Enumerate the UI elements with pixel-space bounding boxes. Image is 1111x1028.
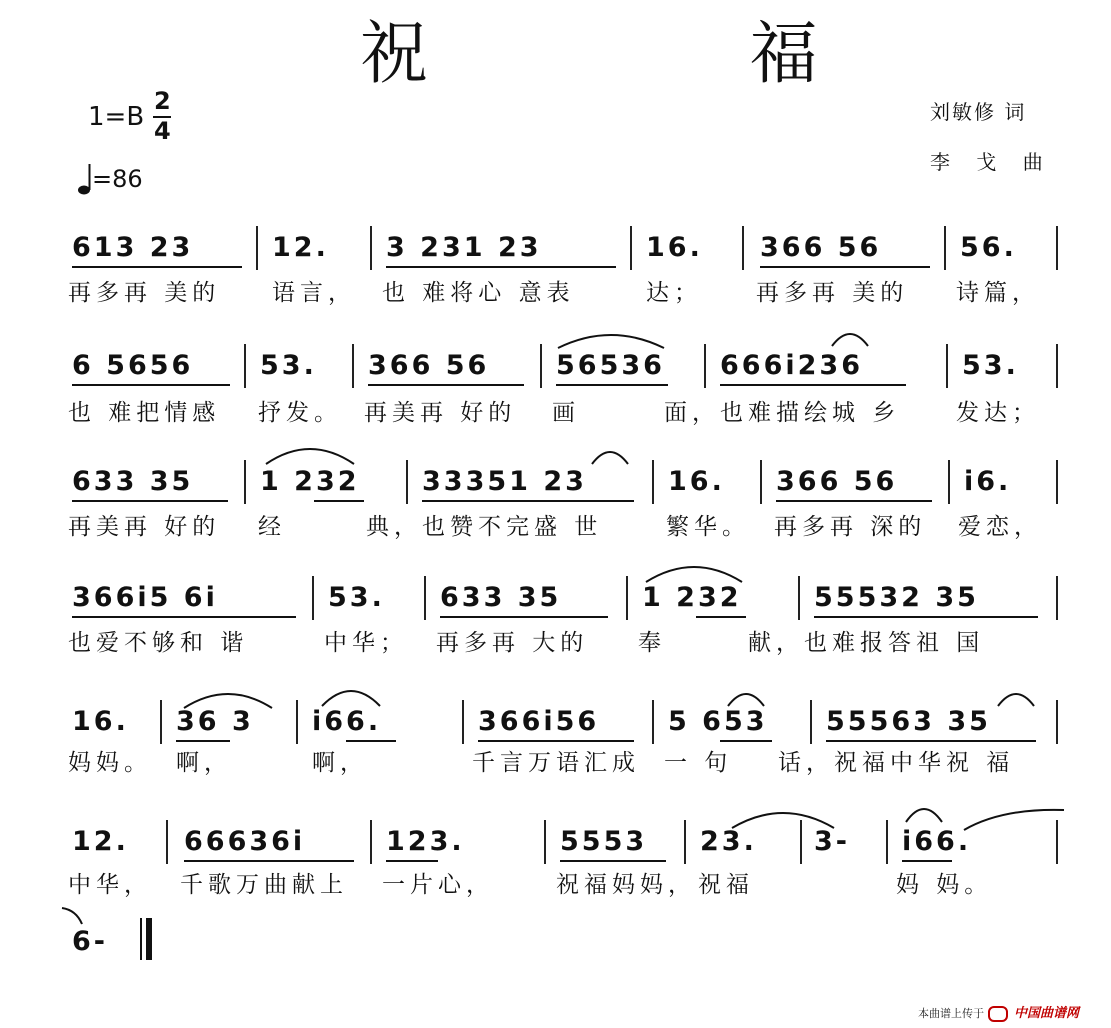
page-title: 祝 福 (360, 15, 968, 94)
barline (296, 700, 298, 744)
lyric-1-2: 语言， (272, 280, 356, 306)
lyric-1-1: 再多再 美的 (68, 280, 221, 306)
barline (256, 226, 258, 270)
barline (630, 226, 632, 270)
beam-underline (176, 740, 230, 742)
barline (462, 700, 464, 744)
measure-6-6-notes: 3- (814, 826, 850, 857)
measure-6-4-notes: 5553 (560, 826, 648, 857)
slur (264, 440, 356, 466)
barline (684, 820, 686, 864)
lyric-2-5: 面，也难描绘城 乡 (664, 400, 901, 426)
measure-6-7-notes: i66. (902, 826, 972, 857)
lyric-4-2: 中华； (324, 630, 408, 656)
measure-3-4-notes: 16. (668, 466, 725, 497)
barline (760, 460, 762, 504)
barline (742, 226, 744, 270)
lyric-4-3: 再多再 大的 (436, 630, 589, 656)
lyric-6-4: 祝福妈妈， (556, 872, 696, 898)
barline (244, 344, 246, 388)
barline (352, 344, 354, 388)
barline (1056, 460, 1058, 504)
barline (160, 700, 162, 744)
beam-underline (314, 500, 364, 502)
barline (944, 226, 946, 270)
lyric-2-6: 发达； (956, 400, 1040, 426)
barline (946, 344, 948, 388)
footer-text: 本曲谱上传于 (918, 1007, 984, 1020)
key-signature: 1=B (88, 102, 145, 132)
lyric-6-2: 千歌万曲献上 (180, 872, 348, 898)
beam-underline (72, 266, 242, 268)
measure-6-3-notes: 123. (386, 826, 465, 857)
barline (1056, 226, 1058, 270)
barline (544, 820, 546, 864)
slur-tie-start (962, 808, 1066, 832)
barline (166, 820, 168, 864)
slur (726, 686, 766, 708)
lyric-4-5: 献，也难报答祖 国 (748, 630, 985, 656)
beam-underline (386, 266, 616, 268)
beam-underline (696, 616, 746, 618)
measure-3-6-notes: i6. (964, 466, 1012, 497)
slur (320, 682, 382, 708)
measure-2-3-notes: 366 56 (368, 350, 490, 381)
beam-underline (720, 740, 772, 742)
lyric-6-7: 妈 妈。 (896, 872, 993, 898)
beam-underline (760, 266, 930, 268)
measure-4-3-notes: 633 35 (440, 582, 562, 613)
measure-1-6-notes: 56. (960, 232, 1017, 263)
lyric-3-5: 再多再 深的 (774, 514, 927, 540)
measure-2-5-notes: 666i236 (720, 350, 863, 381)
slur (730, 804, 836, 830)
measure-2-1-notes: 6 5656 (72, 350, 194, 381)
lyric-4-1: 也爱不够和 谐 (68, 630, 249, 656)
lyric-1-3: 也 难将心 意表 (382, 280, 575, 306)
site-name: 中国曲谱网 (1014, 1006, 1080, 1021)
barline (370, 820, 372, 864)
lyric-5-2: 啊， (176, 750, 232, 776)
source-footer (918, 1002, 1079, 1022)
measure-2-6-notes: 53. (962, 350, 1019, 381)
barline (1056, 700, 1058, 744)
measure-4-5-notes: 55532 35 (814, 582, 979, 613)
time-signature-top: 2 (154, 87, 171, 115)
beam-underline (776, 500, 932, 502)
slur (590, 444, 630, 466)
barline (1056, 576, 1058, 620)
slur (556, 326, 666, 350)
beam-underline (720, 384, 906, 386)
measure-4-4-notes: 1 232 (642, 582, 742, 613)
beam-underline (72, 500, 228, 502)
barline (704, 344, 706, 388)
measure-3-5-notes: 366 56 (776, 466, 898, 497)
lyric-5-6: 话，祝福中华祝 福 (778, 750, 1015, 776)
lyric-1-4: 达； (646, 280, 702, 306)
barline (652, 460, 654, 504)
lyric-4-4: 奉 (638, 630, 666, 656)
measure-7-1-notes: 6- (72, 926, 108, 957)
measure-4-1-notes: 366i5 6i (72, 582, 218, 613)
measure-1-2-notes: 12. (272, 232, 329, 263)
measure-5-5-notes: 5 653 (668, 706, 768, 737)
measure-1-3-notes: 3 231 23 (386, 232, 542, 263)
lyric-5-5: 一 句 (664, 750, 733, 776)
beam-underline (814, 616, 1038, 618)
measure-2-4-notes: 56536 (556, 350, 665, 381)
lyric-1-5: 再多再 美的 (756, 280, 909, 306)
measure-5-2-notes: 36 3 (176, 706, 254, 737)
slur (644, 558, 744, 584)
lyric-3-1: 再美再 好的 (68, 514, 221, 540)
lyric-5-1: 妈妈。 (68, 750, 152, 776)
measure-3-1-notes: 633 35 (72, 466, 194, 497)
final-barline-thin (140, 918, 142, 960)
measure-6-1-notes: 12. (72, 826, 129, 857)
lyric-6-5: 祝福 (698, 872, 754, 898)
beam-underline (422, 500, 634, 502)
measure-1-1-notes: 613 23 (72, 232, 194, 263)
beam-underline (560, 860, 666, 862)
measure-5-1-notes: 16. (72, 706, 129, 737)
lyric-2-3: 再美再 好的 (364, 400, 517, 426)
quarter-note-icon (78, 162, 92, 196)
measure-1-5-notes: 366 56 (760, 232, 882, 263)
barline (948, 460, 950, 504)
measure-3-3-notes: 33351 23 (422, 466, 587, 497)
lyric-3-2: 经 (258, 514, 286, 540)
beam-underline (368, 384, 524, 386)
measure-5-4-notes: 366i56 (478, 706, 600, 737)
beam-underline (902, 860, 952, 862)
measure-6-5-notes: 23. (700, 826, 757, 857)
measure-5-6-notes: 55563 35 (826, 706, 991, 737)
lyric-2-4: 画 (552, 400, 580, 426)
beam-underline (72, 616, 296, 618)
lyric-5-4: 千言万语汇成 (472, 750, 640, 776)
lyric-1-6: 诗篇， (956, 280, 1040, 306)
lyricist-credit: 刘敏修 词 (930, 100, 1027, 124)
barline (886, 820, 888, 864)
tempo-marking (78, 162, 143, 196)
beam-underline (386, 860, 438, 862)
beam-underline (556, 384, 668, 386)
beam-underline (826, 740, 1036, 742)
barline (652, 700, 654, 744)
barline (626, 576, 628, 620)
beam-underline (478, 740, 634, 742)
barline (424, 576, 426, 620)
beam-underline (346, 740, 396, 742)
measure-5-3-notes: i66. (312, 706, 382, 737)
beam-underline (72, 384, 230, 386)
barline (406, 460, 408, 504)
barline (1056, 344, 1058, 388)
lyric-2-1: 也 难把情感 (68, 400, 221, 426)
slur-tie-end (60, 906, 86, 926)
barline (370, 226, 372, 270)
barline (540, 344, 542, 388)
lyric-5-3: 啊， (312, 750, 368, 776)
measure-2-2-notes: 53. (260, 350, 317, 381)
lyric-3-4: 繁华。 (666, 514, 750, 540)
barline (810, 700, 812, 744)
slur (182, 686, 274, 710)
lyric-3-3: 典，也赞不完盛 世 (366, 514, 603, 540)
slur (830, 326, 870, 348)
lyric-6-1: 中华， (68, 872, 152, 898)
composer-credit: 李 戈 曲 (930, 150, 1053, 174)
site-logo-icon (988, 1006, 1008, 1022)
final-barline-thick (146, 918, 152, 960)
measure-1-4-notes: 16. (646, 232, 703, 263)
barline (798, 576, 800, 620)
slur (904, 800, 944, 824)
measure-4-2-notes: 53. (328, 582, 385, 613)
slur (996, 686, 1036, 708)
tempo-value: =86 (92, 165, 143, 193)
beam-underline (184, 860, 354, 862)
barline (312, 576, 314, 620)
lyric-3-6: 爱恋， (958, 514, 1042, 540)
beam-underline (440, 616, 608, 618)
lyric-2-2: 抒发。 (258, 400, 342, 426)
barline (244, 460, 246, 504)
measure-3-2-notes: 1 232 (260, 466, 360, 497)
measure-6-2-notes: 66636i (184, 826, 306, 857)
time-signature-bottom: 4 (154, 117, 171, 145)
lyric-6-3: 一片心， (382, 872, 494, 898)
